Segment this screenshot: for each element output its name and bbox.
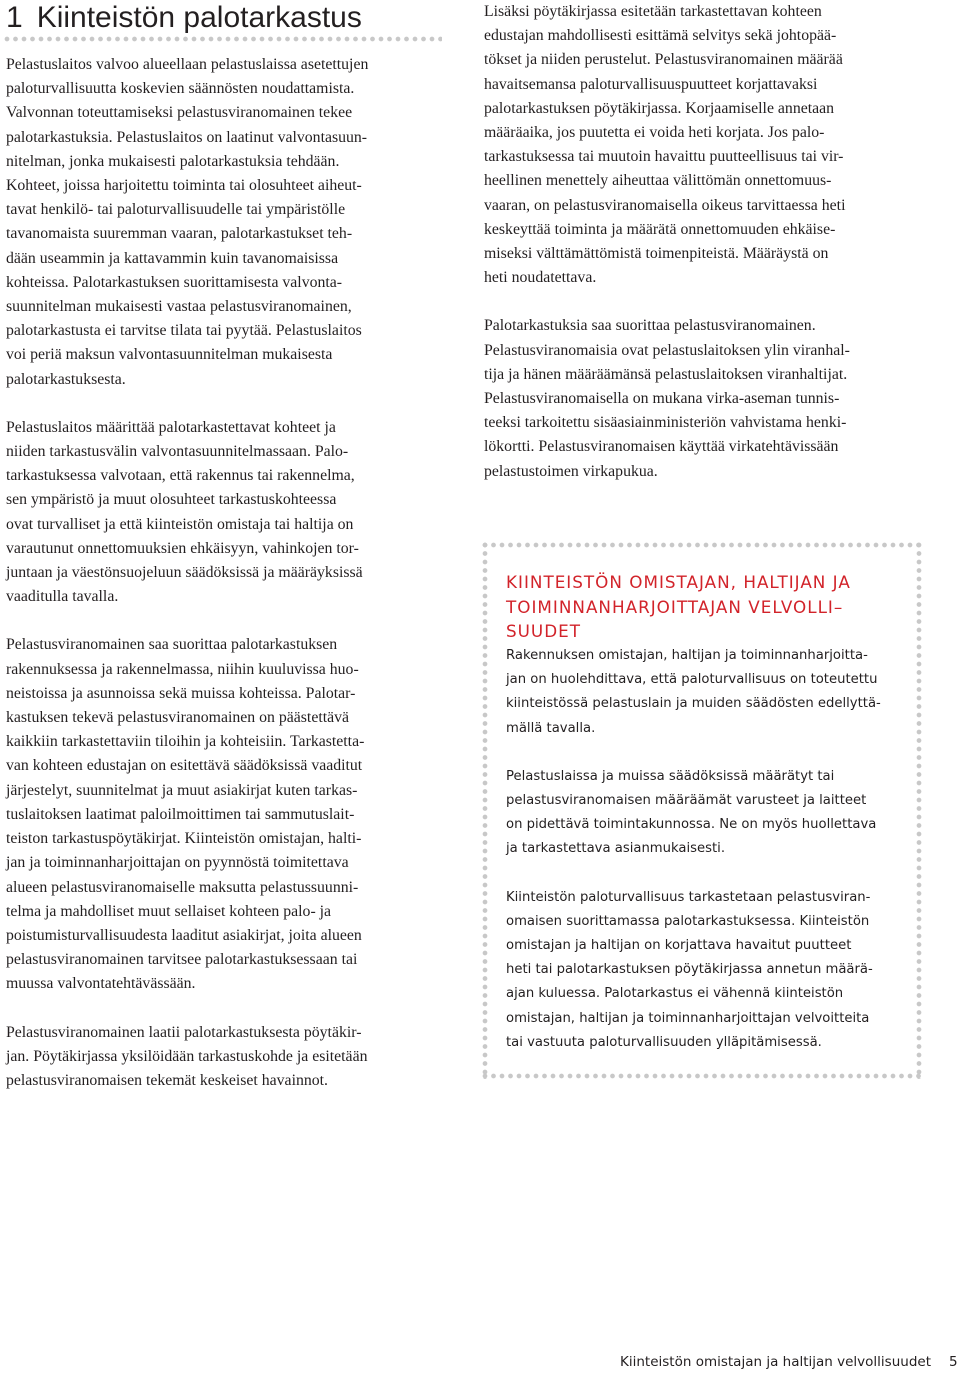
info-box-bottom-border — [482, 1073, 922, 1079]
info-box-heading: KIINTEISTÖN OMISTAJAN, HALTIJAN JA TOIMINNANHARJOITTAJAN VELVOLLI– SUUDET — [506, 572, 851, 641]
page-title — [6, 2, 362, 34]
left-paragraph-3: Pelastusviranomainen saa suorittaa palotarkastuksen rakennuksessa ja rakennelmassa, niihin kuuluvissa huo- neistoissa ja asunnoissa sekä muissa kohteissa. Palotar- kastuksen tekevä pelastusviranomainen on päästettävä kaikkiin tarkastettaviin tiloihin ja kohteisiin. Tarkastetta- van kohteen edustajan on esitettävä säädöksissä vaaditut järjestelyt, suunnitelmat ja muut asiakirjat kuten tarkas- tuslaitoksen laatimat paloilmoittimen tai sammutuslait- teiston tarkastuspöytäkirjat. Kiinteistön omistajan, halti- jan ja toiminnanharjoittajan on pyynnöstä toimitettava alueen pelastusviranomaiselle maksutta pelastussuunni- telma ja mahdolliset muut sellaiset kohteen palo- ja poistumisturvallisuudesta laaditut asiakirjat, joita alueen pelastusviranomainen tarvitsee palotarkastuksessaan tai muussa valvontatehtävässään. — [6, 636, 365, 993]
left-text-column — [6, 53, 446, 1093]
right-text-column — [484, 0, 944, 484]
info-box-paragraph-1: Rakennuksen omistajan, haltijan ja toiminnanharjoitta- jan on huolehdittava, että paloturvallisuus on toteutettu kiinteistössä pelastuslain ja muiden säädösten edellyttä- mällä tavalla. — [506, 648, 881, 736]
info-box-right-border — [916, 542, 922, 1079]
right-paragraph-2: Palotarkastuksia saa suorittaa pelastusviranomainen. Pelastusviranomaisia ovat pelastuslaitoksen ylin viranhal- tija ja hänen määräämänsä pelastuslaitoksen viranhaltijat. Pelastusviranomaisella on mukana virka-aseman tunnis- teeksi tarkoitettu sisäasiainministeriön vahvistama henki- lökortti. Pelastusviranomaisen käyttää virkatehtävissään pelastustoimen virkapukua. — [484, 317, 850, 480]
page-footer — [620, 1352, 958, 1372]
section-number: 1 — [6, 1, 23, 34]
footer-running-title: Kiinteistön omistajan ja haltijan velvollisuudet — [620, 1354, 931, 1370]
left-paragraph-4: Pelastusviranomainen laatii palotarkastuksesta pöytäkir- jan. Pöytäkirjassa yksilöidään tarkastuskohde ja esitetään pelastusviranomaisen tekemät keskeiset havainnot. — [6, 1023, 368, 1089]
info-box-left-border — [482, 542, 488, 1079]
page-number: 5 — [949, 1354, 958, 1370]
left-paragraph-2: Pelastuslaitos määrittää palotarkastettavat kohteet ja niiden tarkastusvälin valvontasuunnitelmassaan. Palo- tarkastuksessa valvotaan, että rakennus tai rakennelma, sen ympäristö ja muut olosuhteet tarkastuskohteessa ovat turvalliset ja että kiinteistön omistaja tai haltija on varautunut onnettomuuksien ehkäisyyn, vahinkojen tor- juntaan ja väestönsuojeluun säädöksissä ja määräyksissä vaaditulla tavalla. — [6, 418, 363, 606]
title-dotted-divider — [4, 36, 442, 42]
left-paragraph-1: Pelastuslaitos valvoo alueellaan pelastuslaissa asetettujen paloturvallisuutta koskevien säännösten noudattamista. Valvonnan toteuttamiseksi pelastusviranomainen tekee palotarkastuksia. Pelastuslaitos on laatinut valvontasuun- nitelman, jonka mukaisesti palotarkastuksia tehdään. Kohteet, joissa harjoitettu toiminta tai olosuhteet aiheut- tavat henkilö- tai paloturvallisuudelle tai ympäristölle tavanomaista suuremman vaaran, palotarkastukset teh- dään useammin ja kattavammin kuin tavanomaisissa kohteissa. Palotarkastuksen suorittamisesta valvonta- suunnitelman mukaisesti vastaa pelastusviranomainen, palotarkastusta ei tarvitse tilata tai pyytää. Pelastuslaitos voi periä maksun valvontasuunnitelman mukaisesta palotarkastuksesta. — [6, 56, 369, 388]
info-box-paragraph-2: Pelastuslaissa ja muissa säädöksissä määrätyt tai pelastusviranomaisen määräämät varusteet ja laitteet on pidettävä toimintakunnossa. Ne on myös huollettava ja tarkastettava asianmukaisesti. — [506, 768, 877, 857]
section-title: Kiinteistön palotarkastus — [36, 1, 362, 34]
info-box-body — [506, 644, 916, 1055]
right-paragraph-1: Lisäksi pöytäkirjassa esitetään tarkastettavan kohteen edustajan mahdollisesti esittämä selvitys sekä johtopää- tökset ja niiden perustelut. Pelastusviranomainen määrää havaitsemansa paloturvallisuuspuutteet korjattavaksi palotarkastuksen pöytäkirjassa. Korjaamiselle annetaan määräaika, jos puutetta ei voida heti korjata. Jos palo- tarkastuksessa tai muutoin havaittu puutteellisuus tai vir- heellinen menettely aiheuttaa välittömän onnettomuus- vaaran, on pelastusviranomaisella oikeus tarvittaessa heti keskeyttää toiminta ja määrätä onnettomuuden ehkäise- miseksi välttämättömistä toimenpiteistä. Määräystä on heti noudatettava. — [484, 3, 846, 287]
info-box-top-border — [482, 542, 922, 548]
info-box-paragraph-3: Kiinteistön paloturvallisuus tarkastetaan pelastusviran- omaisen suorittamassa palotarkastuksessa. Kiinteistön omistajan ja haltijan on korjattava havaitut puutteet heti tai palotarkastuksen pöytäkirjassa annetun määrä- ajan kuluessa. Palotarkastus ei vähennä kiinteistön omistajan, haltijan ja toiminnanharjoittajan velvoitteita tai vastuuta paloturvallisuuden ylläpitämisessä. — [506, 889, 873, 1050]
